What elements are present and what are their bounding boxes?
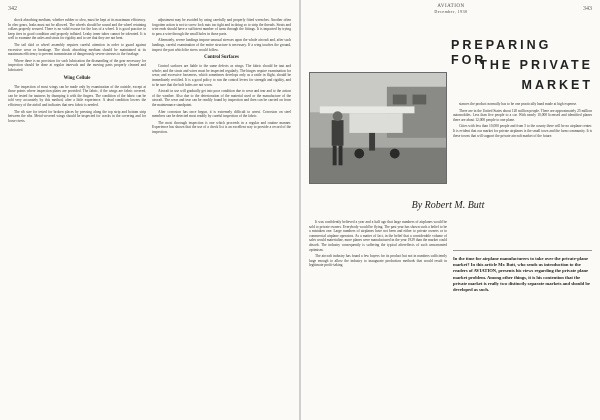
masthead-date: December, 1930 [434,9,468,14]
left-col2-para: Alternately, severe landings impose unusual stresses upon the whole aircraft and, after such landings, careful examination of the entire structure is necessary. If a wing touches the ground, inspect the part which the stress would follow. [152,38,291,52]
right-column-1 [309,220,447,416]
section-heading-control-surfaces: Control Surfaces [204,55,239,61]
right-folio: 343 [583,6,592,12]
right-col2-para: Cities with less than 10,000 people and from 5 to the county there will be no airplane center. It is evident that our market for private airplanes is the small town and the farm community. It is these towns that will support the private aircraft market of the future. [453,124,592,138]
left-col1-para: The tail skid or wheel assembly requires careful attention in order to guard against excessive wear or breakage. The shock absorbing medium should be maintained at its maximum efficiency to prevent transmission of dangerously severe stresses to the fuselage. [8,42,146,57]
article-title-line-1: PREPARING FOR [451,38,552,67]
left-column-1 [8,18,146,416]
article-title-line-2: THE PRIVATE [479,58,593,72]
left-col2-para: After corrosion has once begun, it is extremely difficult to arrest. Corrosion on steel members can be detected most readily by careful inspection of the fabric. [152,109,291,119]
lede-divider [453,250,592,251]
left-column-2 [152,18,291,416]
left-col1-para: The inspection of most wings can be made only by examination of the outside, except at those points where inspection plates are provided. The fabric, if the wings are fabric covered, can be tested for tautness by thumping it with the fingers. The condition of the fabric can be told very accurately by this method, after a little experience. A dead condition lowers the efficiency of the airfoil and indicates that new fabric is needed. [8,84,146,107]
photo-man-with-airplane [310,73,446,183]
article-byline: By Robert M. Butt [411,200,485,211]
left-col1-para: The rib size for tested for broken places by pressing along the top strip and bottom strip between the ribs. Metal-covered wings should be inspected for cracks in the covering and for loose rivets. [8,109,146,123]
article-title-line-3: MARKET [521,78,593,92]
left-folio: 342 [8,6,17,12]
right-col2-para: There are in the United States about 120 million people. There are approximately 25 million automobiles. Less than five people to a car. With nearly 10,000 licensed and identified planes there are about 12,000 people to one plane. [453,108,592,122]
section-heading-wing-cellule: Wing Cellule [63,75,91,81]
left-col1-para: Where there is no provision for such lubrication the dismantling of the gear necessary for inspection should be done at regular intervals and the moving parts properly cleaned and lubricated. [8,58,146,72]
left-col2-para: adjustment may be avoided by using carefully and properly fitted wrenches. Another often forgotten action is not to screw lock nuts too tight and in doing so to strip the threads. Struts and wire ends should have a sufficient number of turns through the fittings. It is impacted by trying to pass a wire through the small holes in those parts. [152,18,291,36]
left-col2-para: The most thorough inspection is one which proceeds in a regular and routine manner. Experience has shown that the use of a check list is an excellent way to provide a record of the inspection. [152,120,291,134]
left-col1-para: shock absorbing medium, whether rubber or oleo, must be kept at its maximum efficiency. In oleo gears, leaks must not be allowed. The wheels should be sound and the wheel retaining collars properly secured. There is no valid excuse for the loss of a wheel. It is good practice to keep tires in good condition and properly inflated. Leaky inner tubes cannot be tolerated. It is well to examine the axles and struts for rigidity and to see that they are not bent. [8,18,146,41]
right-col2-para: stances the product normally has to be one practically hand made at high expense. [459,102,577,106]
article-lede: In the time for airplane manufacturers to take over the private-plane market? In this article Mr. Butt, who sends us introduction to the readers of AVIATION, presents his views regarding the private plane market problem. Among other things, it is his contention that the private market is really two distinctly separate markets and should be developed as such. [453,256,590,293]
article-photo [309,72,447,184]
right-page [301,0,600,420]
left-col2-para: Control surfaces are liable to the same defects as wings. The fabric should be taut and whole; and the struts and wires must be inspected regularly. The hinges require examination for wear; and excessive looseness, which sometimes develops only as a rattle in flight, should be immediately rectified. It is a good policy to run the control levers for strength and rigidity, and to be sure that the bolt holes are not worn. [152,64,291,87]
masthead-title: AVIATION [437,4,465,9]
right-column-2 [453,102,592,244]
right-col1-para: It was confidently believed a year and a half ago that large numbers of airplanes would be sold to private owners. Everybody would be flying. The past year has shown such a belief to be a mistaken one. Large numbers of airplanes have not been and either to private owners or to commercial airplane operators. As a matter of fact, in the belief that a considerable volume of sales would materialize, more planes were manufactured in the year 1929 than the market could absorb. The industry consequently is suffering the typical aftereffects of such unwarranted optimism. [309,220,447,252]
right-col1-para: The aircraft industry has found a few buyers for its product but not in numbers sufficiently large enough to allow the industry to inaugurate production methods that would result in legitimate profit-taking. [309,254,447,268]
left-col2-para: Aircraft in use will gradually get into poor condition due to wear and tear and to the action of the weather. Also due to the deterioration of the material used or the manufacture of the aircraft. The wear and tear can be readily found by inspection and then can be carried on from the maintenance standpoint. [152,89,291,107]
masthead [411,4,491,15]
left-page [0,0,299,420]
